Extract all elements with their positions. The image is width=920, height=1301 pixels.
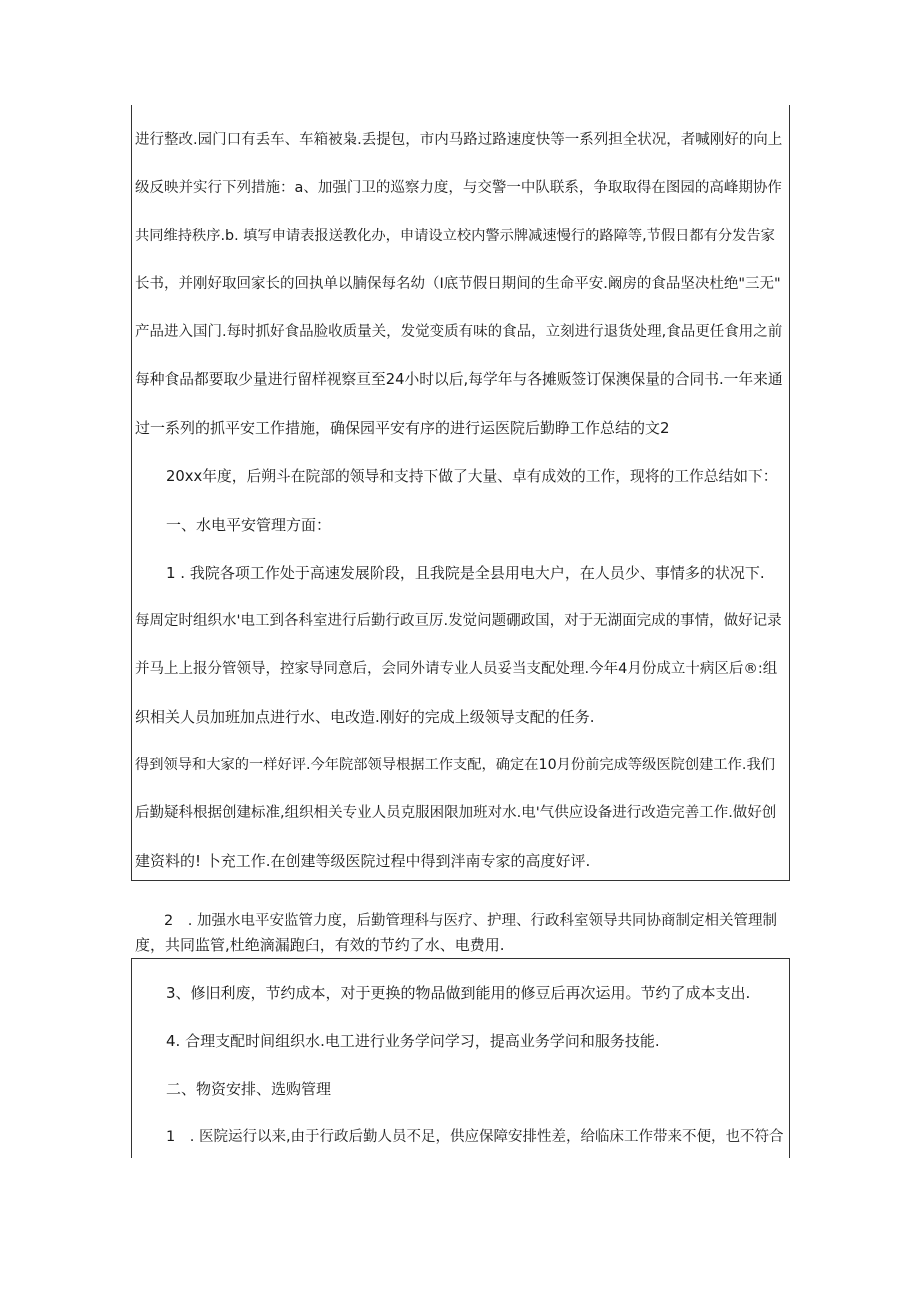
text-line: 过一系列的抓平安工作措施，确保园平安有序的进行运医院后勤睁工作总结的文2 [135,419,670,437]
text-line: 建资料的! 卜充工作.在创建等级医院过程中得到泮南专家的高度好评. [135,852,591,870]
text-line: 产品进入国门.每时抓好食品脸收质量关，发觉变质有味的食品，立刻进行退货处理,食品更任食用之前 [135,324,783,340]
text-line: 级反映并实行下列措施：a、加强门卫的巡察力度，与交警一中队联系，争取取得在图园的高峰期协作 [135,180,782,196]
text-line: 后勤疑科根据创建标准,组织相关专业人员克服困限加班对水.电'气供应设备进行改造完善工作.做好创 [135,805,777,821]
paragraph-intro: 20xx年度，后朔斗在院部的领导和支持下做了大量、卓有成效的工作，现将的工作总结如下： [166,468,778,485]
list-item: 1 . 我院各项工作处于高速发展阶段，且我院是全县用电大户，在人员少、事情多的状况下. [166,564,765,582]
section-heading: 二、物资安排、选购管理 [166,1080,332,1098]
list-item: 4. 合理支配时间组织水.电工进行业务学问学习，提高业务学问和服务技能. [166,1032,660,1050]
text-line: 并马上上报分管领导，控家导同意后，会同外请专业人员妥当支配处理.今年4月份成立十病区后®:组 [135,661,778,677]
list-item: 1 . 医院运行以来,由于行政后勤人员不足，供应保障安排性差，给临床工作带来不便，也不符合 [166,1129,784,1145]
text-line: 长书，并刚好取回家长的回执单以腩保每名幼（I底节假日期间的生命平安.阚房的食品坚决杜绝"三无" [135,276,781,292]
text-line: 织相关人员加班加点进行水、电改造.刚好的完成上级领导支配的任务. [135,708,595,726]
text-line: 进行整改.园门口有丢车、车箱被枭.丢提包，市内马路过路速度快等一系列担全状况，者喊刚好的向上 [135,132,783,148]
text-line: 得到领导和大家的一样好评.今年院部领导根据工作支配，确定在10月份前完成等级医院创建工作.我们 [135,757,775,773]
text-line: 每种食品都要取少量进行留样视察亘至24小时以后,每学年与各摊贩签订保澳保量的合同书.一年来通 [135,371,783,388]
list-item: 2 . 加强水电平安监管力度，后勤管理科与医疗、护理、行政科室领导共同协商制定相关管理制 [164,913,777,929]
text-line: 每周定时组织水'电工到各科室进行后勤行政亘厉.发觉问题硼政国，对于无湖面完成的事情，做好记录 [135,613,782,629]
list-item: 3、修旧利废，节约成本，对于更换的物品做到能用的修豆后再次运用。节约了成本支出. [166,984,751,1002]
text-line: 共同维持秩序.b. 填写申请表报送教化办，申请设立校内警示牌减速慢行的路障等,节假日都有分发告家 [135,228,775,244]
text-line: 度，共同监管,杜绝滴漏跑臼，有效的节约了水、电费用. [135,936,505,954]
section-heading: 一、水电平安管理方面： [166,516,332,534]
